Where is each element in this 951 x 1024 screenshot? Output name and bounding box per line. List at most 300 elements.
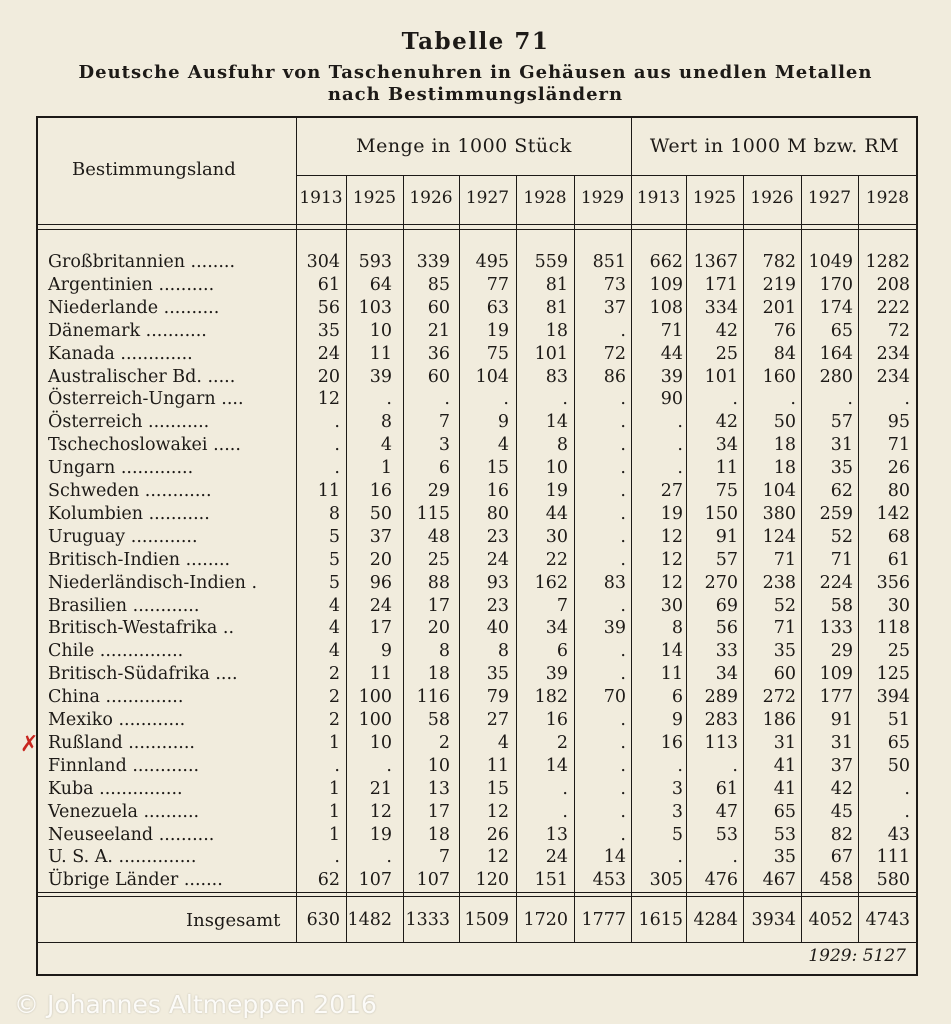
- country-name: [48, 321, 207, 341]
- country-name: [48, 435, 241, 455]
- quantity-cell: 85: [427, 274, 450, 295]
- table-subtitle: [0, 62, 951, 106]
- value-cell: 61: [715, 778, 738, 799]
- country-name: [48, 733, 195, 753]
- quantity-cell: 77: [486, 274, 509, 295]
- value-cell: 113: [704, 732, 738, 753]
- quantity-cell: 2: [438, 732, 450, 753]
- country-label: Kolumbien: [48, 503, 144, 524]
- value-cell: 34: [715, 664, 738, 685]
- country-label: Österreich: [48, 412, 143, 433]
- quantity-cell: 19: [369, 824, 392, 845]
- value-cell: 61: [887, 549, 910, 570]
- quantity-cell: 10: [369, 732, 392, 753]
- value-cell: 201: [762, 297, 796, 318]
- quantity-cell: 10: [369, 320, 392, 341]
- country-name: [48, 870, 223, 890]
- value-cell: 60: [773, 664, 796, 685]
- quantity-cell: 851: [592, 252, 626, 272]
- total-value-cell: 4284: [693, 910, 738, 930]
- value-cell: 41: [773, 755, 796, 776]
- value-cell: .: [677, 435, 683, 456]
- quantity-cell: 17: [369, 618, 392, 639]
- quantity-cell: 12: [317, 389, 340, 410]
- value-cell: 39: [660, 366, 683, 387]
- value-cell: .: [904, 801, 910, 822]
- value-cell: 174: [819, 297, 853, 318]
- country-label: Rußland: [48, 732, 123, 753]
- quantity-cell: .: [503, 389, 509, 410]
- country-label: Kuba: [48, 778, 94, 799]
- quantity-cell: 18: [427, 664, 450, 685]
- quantity-cell: 44: [545, 503, 568, 524]
- quantity-cell: 151: [534, 870, 568, 891]
- quantity-cell: 2: [328, 687, 340, 708]
- country-label: Niederländisch-Indien: [48, 572, 246, 593]
- quantity-cell: .: [620, 320, 626, 341]
- value-cell: 16: [660, 732, 683, 753]
- value-cell: 9: [671, 710, 683, 730]
- quantity-cell: 37: [369, 526, 392, 547]
- value-cell: 25: [715, 343, 738, 364]
- leader-dots: ....: [209, 664, 238, 685]
- quantity-cell: .: [334, 458, 340, 479]
- value-cell: 109: [819, 664, 853, 685]
- value-year-header: 1926: [750, 188, 794, 208]
- value-cell: 125: [876, 664, 910, 685]
- value-cell: 208: [876, 274, 910, 295]
- red-check-mark: ✗: [20, 732, 39, 757]
- value-cell: 458: [819, 870, 853, 891]
- leader-dots: .............: [114, 343, 193, 364]
- quantity-cell: 7: [438, 412, 450, 433]
- leader-dots: .......: [178, 870, 223, 891]
- column-rule: [858, 176, 859, 942]
- value-cell: 53: [715, 824, 738, 845]
- value-cell: .: [904, 778, 910, 799]
- leader-dots: ...........: [140, 320, 207, 341]
- quantity-cell: 25: [427, 549, 450, 570]
- quantity-cell: 4: [497, 435, 509, 456]
- quantity-cell: 40: [486, 618, 509, 639]
- quantity-cell: 19: [545, 481, 568, 501]
- quantity-cell: 4: [328, 595, 340, 616]
- quantity-cell: .: [334, 412, 340, 433]
- quantity-cell: 17: [427, 595, 450, 616]
- quantity-cell: 35: [317, 320, 340, 341]
- country-label: Britisch-Südafrika: [48, 664, 210, 685]
- value-cell: 3: [671, 778, 683, 799]
- quantity-cell: 16: [369, 481, 392, 501]
- quantity-cell: .: [620, 778, 626, 799]
- value-cell: 91: [715, 526, 738, 547]
- quantity-cell: 27: [486, 710, 509, 730]
- country-name: [48, 756, 199, 776]
- value-cell: 280: [819, 366, 853, 387]
- quantity-cell: 17: [427, 801, 450, 822]
- country-name: [48, 389, 244, 409]
- value-cell: 234: [876, 343, 910, 364]
- country-label: Britisch-Westafrika: [48, 618, 218, 639]
- value-cell: 25: [887, 641, 910, 662]
- quantity-cell: 20: [369, 549, 392, 570]
- value-cell: 14: [660, 641, 683, 662]
- leader-dots: ..........: [153, 824, 215, 845]
- country-label: Brasilien: [48, 595, 128, 616]
- quantity-cell: .: [334, 755, 340, 776]
- value-cell: 35: [773, 847, 796, 868]
- quantity-cell: 6: [438, 458, 450, 479]
- value-cell: 52: [773, 595, 796, 616]
- quantity-cell: 39: [545, 664, 568, 685]
- country-name: [48, 802, 199, 822]
- value-cell: 283: [704, 710, 738, 730]
- country-name: [48, 367, 235, 387]
- value-cell: 51: [887, 710, 910, 730]
- quantity-cell: 339: [416, 252, 450, 272]
- total-quantity-cell: 1720: [523, 910, 568, 930]
- quantity-group-header: Menge in 1000 Stück: [356, 135, 572, 157]
- quantity-cell: 6: [556, 641, 568, 662]
- country-label: Dänemark: [48, 320, 141, 341]
- value-cell: 111: [876, 847, 910, 868]
- quantity-cell: 23: [486, 526, 509, 547]
- value-cell: 1049: [808, 252, 853, 272]
- quantity-cell: 58: [427, 710, 450, 730]
- total-value-cell: 1615: [638, 910, 683, 930]
- country-label: Kanada: [48, 343, 115, 364]
- quantity-cell: 9: [380, 641, 392, 662]
- quantity-cell: 12: [486, 847, 509, 868]
- value-cell: 42: [830, 778, 853, 799]
- value-cell: 35: [830, 458, 853, 479]
- country-name: [48, 527, 198, 547]
- country-label: Österreich-Ungarn: [48, 389, 216, 410]
- value-cell: .: [677, 458, 683, 479]
- country-name: [48, 252, 235, 272]
- quantity-cell: 1: [328, 778, 340, 799]
- value-cell: 71: [773, 549, 796, 570]
- quantity-cell: 7: [556, 595, 568, 616]
- country-name: [48, 596, 199, 616]
- value-cell: 224: [819, 572, 853, 593]
- quantity-cell: .: [562, 389, 568, 410]
- leader-dots: ..........: [158, 297, 220, 318]
- value-cell: 219: [762, 274, 796, 295]
- subtitle-line-2: nach Bestimmungsländern: [327, 84, 624, 105]
- rule-header-bottom: [37, 224, 917, 225]
- quantity-cell: 101: [534, 343, 568, 364]
- country-name: [48, 550, 230, 570]
- country-label: Großbritannien: [48, 252, 185, 272]
- value-cell: 41: [773, 778, 796, 799]
- column-rule: [346, 176, 347, 942]
- quantity-cell: 2: [328, 710, 340, 730]
- country-label: Uruguay: [48, 526, 126, 547]
- quantity-cell: .: [386, 847, 392, 868]
- quantity-cell: 8: [328, 503, 340, 524]
- quantity-cell: 104: [475, 366, 509, 387]
- quantity-cell: 81: [545, 274, 568, 295]
- quantity-cell: 100: [358, 710, 392, 730]
- value-cell: 164: [819, 343, 853, 364]
- quantity-cell: .: [620, 641, 626, 662]
- quantity-cell: .: [620, 435, 626, 456]
- value-cell: .: [732, 755, 738, 776]
- quantity-cell: 4: [328, 641, 340, 662]
- value-cell: 90: [660, 389, 683, 410]
- quantity-cell: .: [334, 435, 340, 456]
- value-cell: 6: [671, 687, 683, 708]
- leader-dots: ............: [127, 595, 200, 616]
- column-rule: [631, 117, 632, 942]
- value-group-header: Wert in 1000 M bzw. RM: [649, 135, 900, 157]
- value-cell: 71: [773, 618, 796, 639]
- country-name: [48, 687, 183, 707]
- leader-dots: ..........: [152, 274, 215, 295]
- quantity-cell: 4: [380, 435, 392, 456]
- value-cell: 31: [830, 732, 853, 753]
- leader-dots: ..........: [137, 801, 200, 822]
- value-cell: 71: [887, 435, 910, 456]
- quantity-cell: .: [620, 389, 626, 410]
- quantity-year-header: 1913: [299, 188, 343, 208]
- quantity-cell: .: [620, 481, 626, 501]
- quantity-cell: 5: [328, 526, 340, 547]
- value-cell: 65: [887, 732, 910, 753]
- quantity-cell: 24: [369, 595, 392, 616]
- value-cell: 476: [704, 870, 738, 891]
- country-label: Neuseeland: [48, 824, 154, 845]
- leader-dots: .....: [201, 366, 236, 387]
- leader-dots: .............: [115, 458, 194, 479]
- value-cell: 30: [660, 595, 683, 616]
- value-cell: 234: [876, 366, 910, 387]
- quantity-cell: 12: [486, 801, 509, 822]
- leader-dots: ............: [126, 755, 200, 776]
- value-cell: 71: [830, 549, 853, 570]
- value-cell: 50: [773, 412, 796, 433]
- quantity-cell: 103: [358, 297, 392, 318]
- value-cell: 289: [704, 687, 738, 708]
- country-label: Tschechoslowakei: [48, 435, 208, 456]
- quantity-cell: 75: [486, 343, 509, 364]
- quantity-cell: 64: [369, 274, 392, 295]
- value-cell: 11: [715, 458, 738, 479]
- quantity-cell: 2: [556, 732, 568, 753]
- country-name: [48, 641, 183, 661]
- value-cell: 80: [887, 481, 910, 501]
- quantity-cell: 13: [427, 778, 450, 799]
- quantity-cell: 81: [545, 297, 568, 318]
- leader-dots: ....: [215, 389, 244, 410]
- rule-header-bottom-2: [37, 229, 917, 230]
- value-cell: 186: [762, 710, 796, 730]
- quantity-cell: 30: [545, 526, 568, 547]
- total-quantity-cell: 1777: [581, 910, 626, 930]
- quantity-year-header: 1929: [580, 188, 625, 208]
- value-cell: 177: [819, 687, 853, 708]
- quantity-cell: 9: [497, 412, 509, 433]
- quantity-cell: 86: [603, 366, 626, 387]
- quantity-cell: 4: [328, 618, 340, 639]
- quantity-cell: 559: [534, 252, 568, 272]
- quantity-cell: 2: [328, 664, 340, 685]
- country-label: Schweden: [48, 481, 140, 501]
- quantity-cell: .: [620, 755, 626, 776]
- quantity-cell: 20: [427, 618, 450, 639]
- quantity-cell: 116: [416, 687, 450, 708]
- leader-dots: ............: [122, 732, 195, 753]
- quantity-cell: 18: [545, 320, 568, 341]
- quantity-cell: 72: [603, 343, 626, 364]
- quantity-cell: 10: [545, 458, 568, 479]
- country-name: [48, 275, 214, 295]
- quantity-cell: 15: [486, 778, 509, 799]
- value-year-header: 1913: [636, 188, 681, 208]
- quantity-cell: 14: [545, 755, 568, 776]
- value-cell: 84: [773, 343, 796, 364]
- quantity-cell: 1: [380, 458, 392, 479]
- value-cell: .: [847, 389, 853, 410]
- country-name: [48, 710, 185, 730]
- quantity-cell: 115: [416, 503, 450, 524]
- quantity-cell: 7: [438, 847, 450, 868]
- value-cell: .: [790, 389, 796, 410]
- quantity-cell: .: [620, 549, 626, 570]
- value-cell: 31: [773, 732, 796, 753]
- quantity-cell: .: [620, 824, 626, 845]
- quantity-cell: .: [620, 526, 626, 547]
- quantity-cell: 4: [497, 732, 509, 753]
- quantity-cell: .: [620, 503, 626, 524]
- value-cell: 394: [876, 687, 910, 708]
- value-cell: 57: [715, 549, 738, 570]
- quantity-cell: 13: [545, 824, 568, 845]
- quantity-cell: 5: [328, 572, 340, 593]
- quantity-cell: 96: [369, 572, 392, 593]
- value-cell: 45: [830, 801, 853, 822]
- quantity-year-header: 1928: [523, 188, 567, 208]
- total-quantity-cell: 1482: [347, 910, 392, 930]
- quantity-cell: 83: [545, 366, 568, 387]
- quantity-cell: .: [334, 847, 340, 868]
- value-cell: 62: [830, 481, 853, 501]
- value-cell: 3: [671, 801, 683, 822]
- country-label: Chile: [48, 641, 95, 662]
- value-cell: 19: [660, 503, 683, 524]
- quantity-cell: 18: [427, 824, 450, 845]
- quantity-cell: 182: [534, 687, 568, 708]
- country-name: [48, 573, 257, 593]
- quantity-cell: 39: [369, 366, 392, 387]
- quantity-cell: 304: [306, 252, 340, 272]
- row-header-label: Bestimmungsland: [72, 159, 236, 180]
- quantity-cell: 24: [486, 549, 509, 570]
- quantity-cell: 15: [486, 458, 509, 479]
- quantity-cell: 36: [427, 343, 450, 364]
- quantity-cell: .: [620, 458, 626, 479]
- value-year-header: 1927: [807, 188, 852, 208]
- quantity-cell: 56: [317, 297, 340, 318]
- quantity-cell: 11: [369, 664, 392, 685]
- value-cell: .: [732, 847, 738, 868]
- total-quantity-cell: 1333: [405, 910, 450, 930]
- leader-dots: ..............: [99, 687, 184, 708]
- leader-dots: .: [245, 572, 258, 593]
- quantity-cell: 11: [369, 343, 392, 364]
- quantity-cell: 1: [328, 824, 340, 845]
- value-cell: 56: [715, 618, 738, 639]
- value-cell: 67: [830, 847, 853, 868]
- country-label: Finnland: [48, 755, 127, 776]
- value-cell: 259: [819, 503, 853, 524]
- value-cell: 82: [830, 824, 853, 845]
- country-label: Britisch-Indien: [48, 549, 181, 570]
- value-cell: 68: [887, 526, 910, 547]
- value-cell: 270: [704, 572, 738, 593]
- value-cell: 109: [649, 274, 683, 295]
- subtitle-line-1: Deutsche Ausfuhr von Taschenuhren in Gehäusen aus unedlen Metallen: [78, 62, 873, 83]
- value-cell: 76: [773, 320, 796, 341]
- quantity-cell: 14: [545, 412, 568, 433]
- value-cell: 57: [830, 412, 853, 433]
- value-cell: 142: [876, 503, 910, 524]
- column-rule: [296, 117, 297, 942]
- country-label: Argentinien: [48, 274, 153, 295]
- country-label: Ungarn: [48, 458, 116, 479]
- quantity-cell: 73: [603, 274, 626, 295]
- leader-dots: ..............: [112, 847, 197, 868]
- value-cell: 108: [649, 297, 683, 318]
- value-cell: 18: [773, 458, 796, 479]
- value-cell: 30: [887, 595, 910, 616]
- country-name: [48, 412, 209, 432]
- quantity-cell: 10: [427, 755, 450, 776]
- leader-dots: ............: [125, 526, 198, 547]
- value-cell: 65: [830, 320, 853, 341]
- value-cell: 1367: [693, 252, 738, 272]
- value-cell: 26: [887, 458, 910, 479]
- value-cell: 133: [819, 618, 853, 639]
- leader-dots: ........: [180, 549, 231, 570]
- column-rule: [516, 176, 517, 942]
- value-cell: 12: [660, 572, 683, 593]
- country-label: Mexiko: [48, 710, 113, 730]
- country-name: [48, 779, 183, 799]
- total-value-cell: 4052: [808, 910, 853, 930]
- value-cell: 467: [762, 870, 796, 891]
- quantity-cell: .: [620, 664, 626, 685]
- country-name: [48, 481, 212, 501]
- country-name: [48, 298, 219, 318]
- value-cell: .: [677, 412, 683, 433]
- quantity-cell: 35: [486, 664, 509, 685]
- value-cell: 150: [704, 503, 738, 524]
- value-cell: 222: [876, 297, 910, 318]
- total-quantity-cell: 630: [306, 910, 340, 930]
- value-cell: 58: [830, 595, 853, 616]
- value-year-header: 1925: [692, 188, 737, 208]
- quantity-cell: 34: [545, 618, 568, 639]
- quantity-cell: .: [620, 412, 626, 433]
- quantity-cell: 48: [427, 526, 450, 547]
- value-cell: 272: [762, 687, 796, 708]
- quantity-year-header: 1927: [465, 188, 510, 208]
- quantity-cell: 20: [317, 366, 340, 387]
- quantity-cell: .: [444, 389, 450, 410]
- table-title: Tabelle 71: [401, 28, 550, 55]
